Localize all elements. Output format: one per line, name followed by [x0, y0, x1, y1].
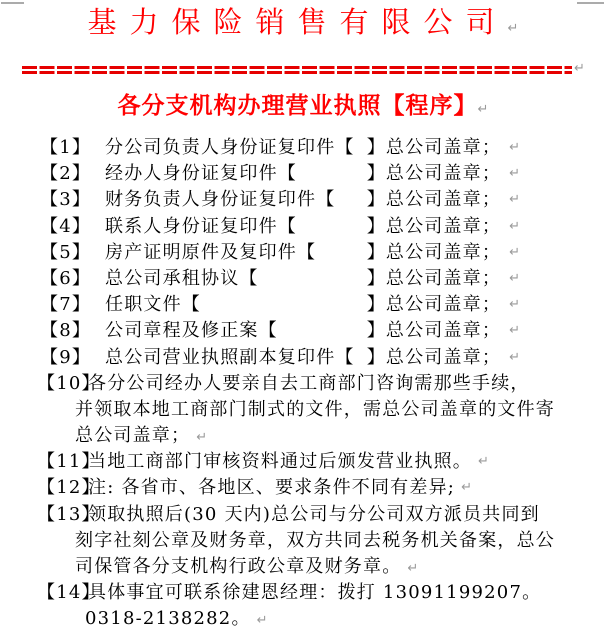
- item-text: 财务负责人身份证复印件【: [105, 189, 336, 211]
- paragraph-mark-icon: ↵: [509, 297, 520, 313]
- list-item: [40, 345, 520, 371]
- section-heading: 各分支机构办理营业执照【程序】: [117, 92, 478, 119]
- paragraph-mark-icon: ↵: [407, 561, 419, 576]
- blank-space: [335, 187, 366, 213]
- list-item: [37, 371, 606, 397]
- item-stamp-note: 】总公司盖章；: [366, 189, 502, 211]
- list-item-continuation: [85, 606, 606, 632]
- title-row: [0, 0, 606, 47]
- list-item: [40, 187, 520, 213]
- blank-space: [259, 266, 367, 292]
- item-stamp-note: 】总公司盖章；: [366, 320, 502, 342]
- item-text: 各分公司经办人要亲自去工商部门咨询需那些手续，: [88, 372, 530, 394]
- blank-space: [278, 318, 367, 344]
- item-number: 【5】: [40, 241, 92, 263]
- item-number: 【10】: [37, 372, 101, 394]
- list-item: [37, 580, 606, 606]
- list-item: [40, 292, 520, 318]
- blank-space: [355, 345, 367, 371]
- item-number: 【2】: [40, 163, 92, 185]
- paragraph-mark-icon: ↵: [509, 218, 520, 234]
- list-item: [40, 214, 520, 240]
- item-number: 【13】: [37, 503, 101, 525]
- item-text: 总公司盖章；: [75, 425, 191, 447]
- list-item-continuation: [75, 423, 606, 449]
- item-text: 具体事宜可联系徐建恩经理：拨打 13091199207。: [88, 582, 542, 604]
- paragraph-mark-icon: ↵: [477, 102, 489, 117]
- list-item-continuation: [75, 554, 606, 580]
- item-stamp-note: 】总公司盖章；: [366, 294, 502, 316]
- item-number: 【8】: [40, 320, 92, 342]
- item-text: 任职文件【: [105, 294, 201, 316]
- list-item-continuation: [75, 528, 606, 554]
- paragraph-mark-icon: ↵: [509, 323, 520, 339]
- item-number: 【14】: [37, 582, 101, 604]
- divider-bar-bottom: [22, 71, 572, 74]
- list-item: [40, 266, 520, 292]
- company-title: 基力保险销售有限公司: [87, 5, 508, 39]
- item-stamp-note: 】总公司盖章；: [366, 241, 502, 263]
- paragraph-mark-icon: ↵: [509, 244, 520, 260]
- procedure-list: [0, 135, 606, 633]
- item-stamp-note: 】总公司盖章；: [366, 163, 502, 185]
- heading-row: [0, 92, 606, 124]
- page-boundary-mark-right: [577, 2, 604, 4]
- blank-space: [297, 214, 367, 240]
- item-text: 司保管各分支机构行政公章及财务章。: [75, 556, 402, 577]
- item-number: 【4】: [40, 215, 92, 237]
- item-text: 房产证明原件及复印件【: [105, 241, 317, 263]
- paragraph-mark-icon: ↵: [196, 430, 208, 446]
- item-text: 总公司营业执照副本复印件【: [105, 346, 355, 368]
- item-number: 【1】: [40, 137, 92, 158]
- double-dashed-divider: [22, 66, 572, 74]
- blank-space: [201, 292, 367, 318]
- item-text: 联系人身份证复印件【: [105, 215, 297, 237]
- blank-space: [316, 240, 366, 266]
- list-item: [40, 135, 520, 161]
- blank-space: [355, 135, 367, 161]
- item-stamp-note: 】总公司盖章；: [366, 215, 502, 237]
- divider-bar-top: [22, 66, 572, 69]
- list-item: [37, 502, 606, 528]
- paragraph-mark-icon: ↵: [509, 349, 520, 365]
- item-text: 注: 各省市、各地区、要求条件不同有差异;: [88, 477, 456, 499]
- item-number: 【7】: [40, 294, 92, 316]
- paragraph-mark-icon: ↵: [509, 270, 520, 286]
- item-text: 刻字社刻公章及财务章，双方共同去税务机关备案，总公: [75, 529, 555, 551]
- paragraph-mark-icon: ↵: [507, 21, 519, 36]
- paragraph-mark-icon: ↵: [461, 480, 472, 496]
- item-stamp-note: 】总公司盖章；: [366, 346, 502, 368]
- divider-row: [22, 61, 606, 76]
- item-number: 【9】: [40, 346, 92, 368]
- list-item: [40, 161, 520, 187]
- item-text: 0318-2138282。: [85, 608, 251, 630]
- item-number: 【3】: [40, 189, 92, 211]
- list-item-continuation: [75, 397, 606, 423]
- list-item: [40, 318, 520, 344]
- list-item: [40, 240, 520, 266]
- list-item: [37, 475, 606, 501]
- paragraph-mark-icon: ↵: [478, 454, 489, 470]
- item-text: 领取执照后(30 天内)总公司与分公司双方派员共同到: [88, 503, 540, 525]
- item-text: 总公司承租协议【: [105, 267, 259, 289]
- paragraph-mark-icon: ↵: [509, 140, 520, 155]
- paragraph-mark-icon: ↵: [509, 192, 520, 208]
- item-text: 当地工商部门审核资料通过后颁发营业执照。: [88, 451, 472, 473]
- paragraph-mark-icon: ↵: [509, 166, 520, 182]
- item-number: 【11】: [37, 451, 101, 473]
- paragraph-mark-icon: ↵: [574, 61, 585, 76]
- item-stamp-note: 】总公司盖章；: [366, 267, 502, 289]
- item-text: 并领取本地工商部门制式的文件，需总公司盖章的文件寄: [75, 398, 555, 420]
- item-number: 【6】: [40, 267, 92, 289]
- item-text: 经办人身份证复印件【: [105, 163, 297, 185]
- item-text: 公司章程及修正案【: [105, 320, 278, 342]
- item-text: 分公司负责人身份证复印件【: [105, 137, 355, 158]
- list-item: [37, 449, 606, 475]
- item-number: 【12】: [37, 477, 101, 499]
- page-boundary-mark-left: [1, 2, 24, 4]
- blank-space: [297, 161, 367, 187]
- item-stamp-note: 】总公司盖章；: [366, 137, 502, 158]
- paragraph-mark-icon: ↵: [256, 613, 268, 629]
